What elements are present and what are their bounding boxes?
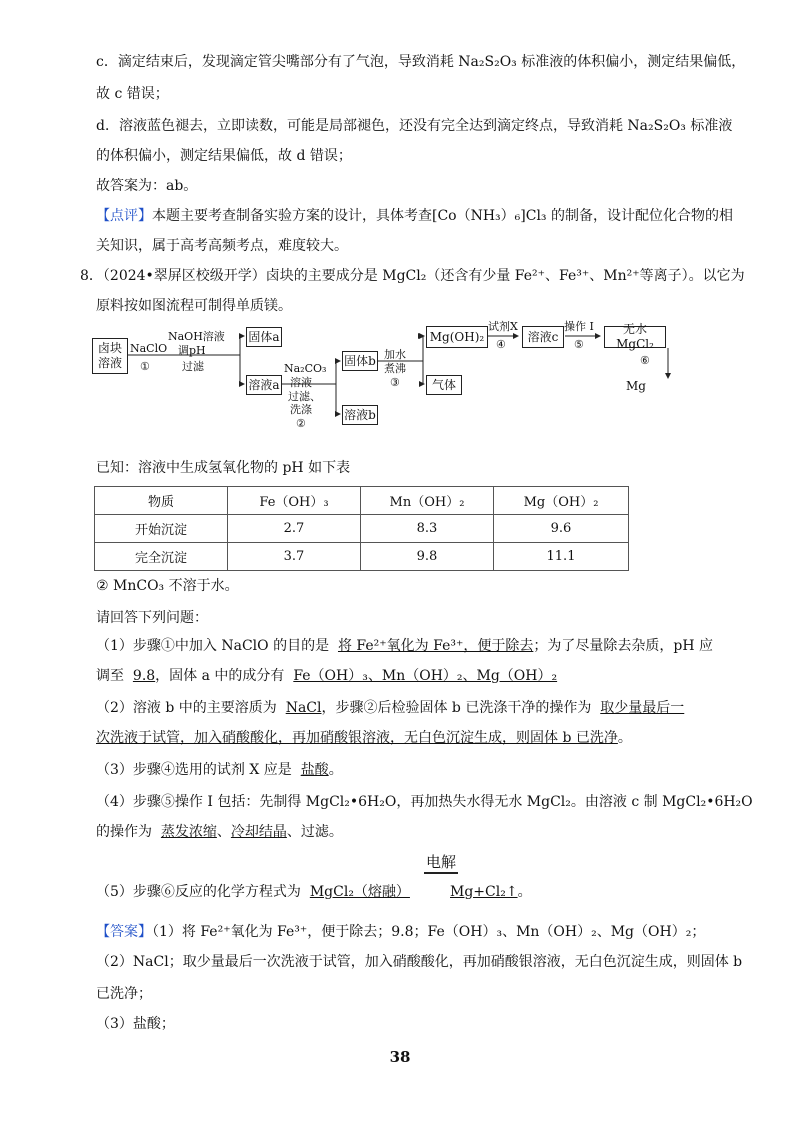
step2-filter: 过滤、 bbox=[288, 390, 321, 403]
step2-reagent: Na₂CO₃ bbox=[284, 362, 327, 375]
comment-cont: 关知识，属于高考高频考点，难度较大。 bbox=[96, 238, 348, 254]
step-naoh: NaOH溶液 bbox=[168, 330, 225, 343]
q1-line bbox=[96, 636, 740, 656]
q4-text-c: 、过滤。 bbox=[286, 824, 343, 840]
mgoh2-box: Mg(OH)₂ bbox=[426, 326, 488, 348]
page-number: 38 bbox=[389, 1048, 411, 1066]
q2-text: （2）溶液 b 中的主要溶质为 bbox=[96, 700, 277, 716]
q5-product: Mg+Cl₂↑ bbox=[450, 884, 518, 900]
q5-line: （5）步骤⑥反应的化学方程式为 MgCl₂（熔融） Mg+Cl₂↑。 bbox=[96, 884, 532, 900]
q5-reactant: MgCl₂（熔融） bbox=[309, 884, 410, 900]
table-row bbox=[95, 543, 629, 571]
q1-line-2 bbox=[96, 666, 740, 686]
ph-table bbox=[94, 486, 629, 571]
step5-number: ⑤ bbox=[574, 338, 584, 351]
gas-box: 气体 bbox=[426, 375, 462, 395]
q4-line-2: 的操作为 蒸发浓缩、冷却结晶、过滤。 bbox=[96, 824, 343, 840]
answer-c-cont: 故 c 错误； bbox=[96, 86, 169, 102]
q2-line bbox=[96, 698, 740, 718]
step4-reagent: 试剂X bbox=[488, 320, 518, 333]
answer-c: c．滴定结束后，发现滴定管尖嘴部分有了气泡，导致消耗 Na₂S₂O₃ 标准液的体积偏小，测定结果偏低， bbox=[96, 54, 746, 70]
answer-3: （3）盐酸； bbox=[96, 1016, 175, 1032]
answer-1: （1）将 Fe²⁺氧化为 Fe³⁺，便于除去；9.8；Fe（OH）₃、Mn（OH）₂、Mg（OH）₂； bbox=[152, 924, 706, 940]
q2-answer-2a: 取少量最后一 bbox=[600, 700, 685, 716]
solution-c-box: 溶液c bbox=[522, 326, 564, 348]
answer-2: （2）NaCl；取少量最后一次洗液于试管，加入硝酸酸化，再加硝酸银溶液，无白色沉淀生成，则固体 b bbox=[96, 954, 743, 970]
table-cell: 完全沉淀 bbox=[95, 543, 228, 571]
ask-text: 请回答下列问题： bbox=[96, 610, 208, 626]
solid-a-box: 固体a bbox=[246, 327, 282, 347]
product-mg: Mg bbox=[626, 379, 646, 393]
q3-line: （3）步骤④选用的试剂 X 应是 盐酸。 bbox=[96, 762, 343, 778]
electrolysis-condition: 电解 bbox=[424, 852, 458, 874]
answer-d: d．溶液蓝色褪去，立即读数，可能是局部褪色，还没有完全达到滴定终点，导致消耗 Na₂S₂O₃ 标准液 bbox=[96, 118, 733, 134]
question-8-cont: 原料按如图流程可制得单质镁。 bbox=[96, 298, 292, 314]
table-cell: 8.3 bbox=[361, 515, 494, 543]
q2-line-2: 次洗液于试管，加入硝酸酸化，再加硝酸银溶液，无白色沉淀生成，则固体 b 已洗净。 bbox=[96, 730, 632, 746]
table-header-cell: Mg（OH）₂ bbox=[494, 487, 629, 515]
answer-2-cont: 已洗净； bbox=[96, 986, 152, 1002]
step4-number: ④ bbox=[496, 338, 506, 351]
q4-answer-2: 冷却结晶 bbox=[230, 824, 287, 840]
q4-answer-1: 蒸发浓缩 bbox=[160, 824, 217, 840]
step3-boil: 煮沸 bbox=[384, 362, 406, 375]
q3-answer: 盐酸 bbox=[300, 762, 329, 778]
start-line-2: 溶液 bbox=[97, 356, 122, 370]
table-cell: 2.7 bbox=[228, 515, 361, 543]
process-flowchart bbox=[90, 318, 710, 448]
question-8: 8．（2024•翠屏区校级开学）卤块的主要成分是 MgCl₂（还含有少量 Fe²⁺、Fe³⁺、Mn²⁺等离子）。以它为 bbox=[80, 268, 745, 284]
table-cell: 9.8 bbox=[361, 543, 494, 571]
comment-text: 本题主要考查制备实验方案的设计，具体考查[Co（NH₃）₆]Cl₃ 的制备，设计配位化合物的相 bbox=[152, 208, 733, 224]
note-2: ② MnCO₃ 不溶于水。 bbox=[96, 578, 239, 594]
table-cell: 开始沉淀 bbox=[95, 515, 228, 543]
step1-number: ① bbox=[140, 360, 150, 373]
q1-text: （1）步骤①中加入 NaClO 的目的是 bbox=[96, 638, 330, 654]
answer-line-1 bbox=[96, 922, 740, 942]
answer-d-cont: 的体积偏小，测定结果偏低，故 d 错误； bbox=[96, 148, 352, 164]
q1-text-d: ，固体 a 中的成分有 bbox=[155, 668, 285, 684]
table-header-row bbox=[95, 487, 629, 515]
solid-b-box: 固体b bbox=[342, 351, 378, 371]
known-text: 已知：溶液中生成氢氧化物的 pH 如下表 bbox=[96, 460, 351, 476]
comment-tag: 【点评】 bbox=[96, 208, 152, 224]
q5-text: （5）步骤⑥反应的化学方程式为 bbox=[96, 884, 301, 900]
answer-tag: 【答案】 bbox=[96, 924, 152, 940]
solution-b-box: 溶液b bbox=[342, 405, 378, 425]
q3-text: （3）步骤④选用的试剂 X 应是 bbox=[96, 762, 292, 778]
table-header-cell: Mn（OH）₂ bbox=[361, 487, 494, 515]
q1-solid-answer: Fe（OH）₃、Mn（OH）₂、Mg（OH）₂ bbox=[293, 668, 558, 684]
answer-summary: 故答案为：ab。 bbox=[96, 178, 198, 194]
q4-text: 的操作为 bbox=[96, 824, 152, 840]
q1-text-c: 调至 bbox=[96, 668, 124, 684]
table-row bbox=[95, 515, 629, 543]
solution-a-box: 溶液a bbox=[246, 375, 282, 395]
step2-number: ② bbox=[296, 417, 306, 430]
table-cell: 9.6 bbox=[494, 515, 629, 543]
step3-number: ③ bbox=[390, 376, 400, 389]
table-cell: 3.7 bbox=[228, 543, 361, 571]
q4-line: （4）步骤⑤操作 I 包括：先制得 MgCl₂•6H₂O，再加热失水得无水 MgCl₂。由溶液 c 制 MgCl₂•6H₂O bbox=[96, 794, 753, 810]
comment-line bbox=[96, 206, 740, 226]
step2-wash: 洗涤 bbox=[290, 403, 312, 416]
step5-operation: 操作 I bbox=[564, 320, 594, 333]
step-filter: 过滤 bbox=[182, 360, 204, 373]
anhydrous-mgcl2-box: 无水MgCl₂ bbox=[604, 326, 666, 348]
start-box bbox=[92, 338, 128, 374]
step1-reagent: NaClO bbox=[130, 342, 168, 355]
q2-answer-2b: 次洗液于试管，加入硝酸酸化，再加硝酸银溶液，无白色沉淀生成，则固体 b 已洗净 bbox=[96, 730, 618, 746]
table-cell: 11.1 bbox=[494, 543, 629, 571]
table-header-cell: Fe（OH）₃ bbox=[228, 487, 361, 515]
start-line-1: 卤块 bbox=[97, 341, 122, 355]
q1-text-b: ；为了尽量除去杂质，pH 应 bbox=[533, 638, 713, 654]
q1-ph-answer: 9.8 bbox=[132, 668, 156, 684]
q2-text-b: ，步骤②后检验固体 b 已洗涤干净的操作为 bbox=[321, 700, 592, 716]
step6-number: ⑥ bbox=[640, 354, 650, 367]
step2-solution: 溶液 bbox=[290, 376, 312, 389]
q2-answer: NaCl bbox=[285, 700, 322, 716]
table-header-cell: 物质 bbox=[95, 487, 228, 515]
step-ph: 调pH bbox=[178, 344, 206, 357]
step3-water: 加水 bbox=[384, 348, 406, 361]
q1-answer: 将 Fe²⁺氧化为 Fe³⁺，便于除去 bbox=[337, 638, 534, 654]
